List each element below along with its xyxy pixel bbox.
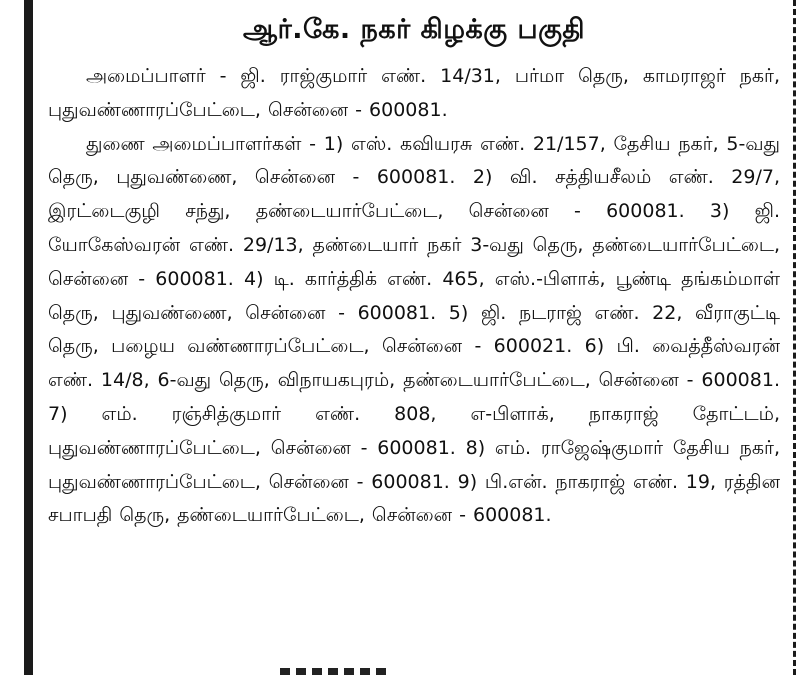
right-dashed-border [793, 0, 796, 675]
cropped-text-fragment [280, 668, 390, 675]
article-column [48, 0, 780, 675]
section-heading: ஆர்.கே. நகர் கிழக்கு பகுதி [242, 14, 586, 45]
left-column-rule [24, 0, 33, 675]
organiser-paragraph: அமைப்பாளர் - ஜி. ராஜ்குமார் எண். 14/31, பர்மா தெரு, காமராஜர் நகர், புதுவண்ணாரப்பேட்டை, சென்னை - 600081. [48, 65, 780, 121]
deputy-organisers-paragraph: துணை அமைப்பாளர்கள் - 1) எஸ். கவியரசு எண். 21/157, தேசிய நகர், 5-வது தெரு, புதுவண்ணை, சென்னை - 600081. 2) வி. சத்தியசீலம் எண். 29/7, இரட்டைகுழி சந்து, தண்டையார்பேட்டை, சென்னை - 600081. 3) ஜி. யோகேஸ்வரன் எண். 29/13, தண்டையார் நகர் 3-வது தெரு, தண்டையார்பேட்டை, சென்னை - 600081. 4) டி. கார்த்திக் எண். 465, எஸ்.-பிளாக், பூண்டி தங்கம்மாள் தெரு, புதுவண்ணை, சென்னை - 600081. 5) ஜி. நடராஜ் எண். 22, வீராகுட்டி தெரு, பழைய வண்ணாரப்பேட்டை, சென்னை - 600021. 6) பி. வைத்தீஸ்வரன் எண். 14/8, 6-வது தெரு, விநாயகபுரம், தண்டையார்பேட்டை, சென்னை - 600081. 7) எம். ரஞ்சித்குமார் எண். 808, எ-பிளாக், நாகராஜ் தோட்டம், புதுவண்ணாரப்பேட்டை, சென்னை - 600081. 8) எம். ராஜேஷ்குமார் தேசிய நகர், புதுவண்ணாரப்பேட்டை, சென்னை - 600081. 9) பி.என். நாகராஜ் எண். 19, ரத்தின சபாபதி தெரு, தண்டையார்பேட்டை, சென்னை - 600081. [48, 132, 780, 527]
